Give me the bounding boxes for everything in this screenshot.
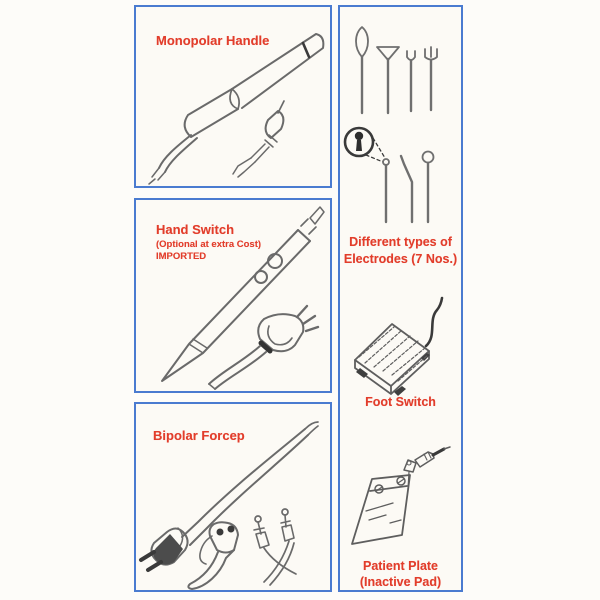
hand-switch-label: Hand Switch xyxy=(156,222,235,237)
panel-monopolar-handle xyxy=(134,5,332,188)
magnifier-detail-icon xyxy=(345,128,385,162)
ball-electrode-icon xyxy=(423,152,434,223)
two-prong-electrode-icon xyxy=(407,51,415,111)
bipolar-forcep-illustration xyxy=(136,404,330,590)
patient-plate-caption-line2: (Inactive Pad) xyxy=(359,575,442,589)
monopolar-handle-illustration xyxy=(136,7,330,186)
hand-switch-illustration xyxy=(136,200,330,391)
patient-plate-caption-line1: Patient Plate xyxy=(362,559,439,573)
panel-bipolar-forcep xyxy=(134,402,332,592)
bipolar-forcep-label: Bipolar Forcep xyxy=(153,428,245,443)
needle-electrode-icon xyxy=(383,159,389,222)
electrodes-caption-line2: Electrodes (7 Nos.) xyxy=(343,252,458,266)
patient-plate-drawing xyxy=(352,447,450,544)
panel-accessories xyxy=(338,5,463,592)
foot-switch-caption: Foot Switch xyxy=(365,395,436,409)
hand-switch-origin-note: IMPORTED xyxy=(156,251,207,262)
electrodes-caption-line1: Different types of xyxy=(349,235,452,249)
accessories-illustration xyxy=(340,7,461,590)
loop-electrode-icon xyxy=(356,27,368,113)
panel-hand-switch xyxy=(134,198,332,393)
angled-electrode-icon xyxy=(401,156,412,222)
three-prong-electrode-icon xyxy=(425,47,437,110)
monopolar-handle-label: Monopolar Handle xyxy=(156,33,270,48)
triangle-electrode-icon xyxy=(377,47,399,113)
hand-switch-option-note: (Optional at extra Cost) xyxy=(156,239,262,250)
foot-switch-drawing xyxy=(355,298,442,396)
